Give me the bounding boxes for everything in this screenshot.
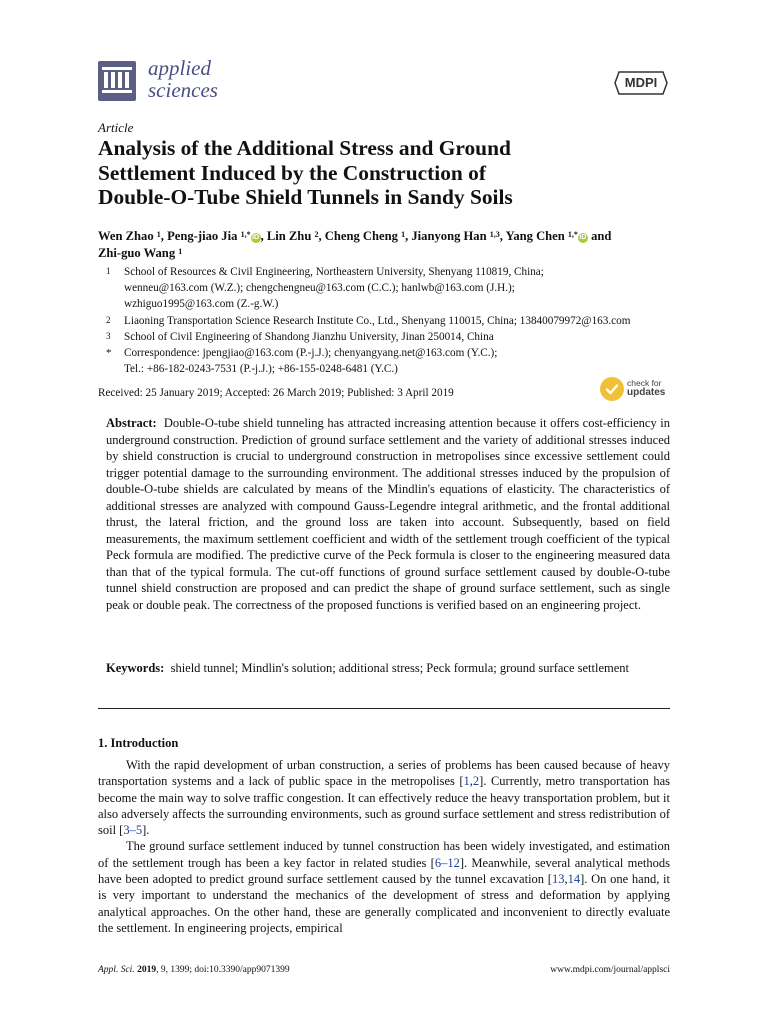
body-paragraph: The ground surface settlement induced by tunnel construction has been widely investigated, and estimation of the settlement trough has been a key factor in related studies [6–12]. Meanwhile, several analytical methods have been adopted to predict ground surface settlement caused by the tunnel excavation [13,14]. On one hand, it is very important to understand the mechanics of the development of stress and deformation by applying analytical approaches. On the other hand, these are generally complicated and inconvenient to directly evaluate the settlement. In engineering projects, empirical xyxy=(98,839,671,935)
author-affiliation-mark: 1 xyxy=(178,247,183,256)
body-paragraph: With the rapid development of urban construction, a series of problems has been caused because of heavy transportation systems and a lack of public space in the metropolises [1,2]. Currently, metro transportation has become the main way to solve traffic congestion. It can effectively reduce the heavy transportation problem, but it also adversely affects the surrounding environments, such as ground surface settlement and stress redistribution of soil [3–5]. xyxy=(98,758,670,838)
author-line-2 xyxy=(98,245,678,262)
footer-journal-abbr: Appl. Sci. xyxy=(98,965,135,975)
mdpi-logo xyxy=(613,70,669,96)
check-updates-line2: updates xyxy=(627,387,666,398)
footer-url[interactable]: www.mdpi.com/journal/applsci xyxy=(550,965,670,975)
affiliation-mark: 2 xyxy=(106,314,111,325)
keywords-text: shield tunnel; Mindlin's solution; additional stress; Peck formula; ground surface settlement xyxy=(170,661,630,675)
affiliation-line: wenneu@163.com (W.Z.); chengchengneu@163.com (C.C.); hanlwb@163.com (J.H.); xyxy=(124,282,515,295)
citation-link[interactable]: 3–5 xyxy=(123,823,143,838)
abstract xyxy=(106,415,670,613)
author-name: Cheng Cheng xyxy=(324,229,398,243)
citation-link[interactable]: 2 xyxy=(472,774,480,789)
author-affiliation-mark: 1 xyxy=(401,230,406,239)
correspondence-mark: * xyxy=(106,347,112,360)
journal-logo-icon xyxy=(98,61,136,101)
citation-link[interactable]: 13 xyxy=(551,872,565,887)
citation-link[interactable]: 1 xyxy=(463,774,470,789)
author-name: Wen Zhao xyxy=(98,229,154,243)
citation-link[interactable]: 14 xyxy=(567,872,581,887)
author-affiliation-mark: 1,3 xyxy=(489,230,500,239)
affiliation-line: School of Civil Engineering of Shandong Jianzhu University, Jinan 250014, China xyxy=(124,330,494,343)
affiliation-item xyxy=(98,264,678,313)
affiliation-line: School of Resources & Civil Engineering, Northeastern University, Shenyang 110819, China; xyxy=(124,266,544,278)
author-affiliation-mark: 1 xyxy=(156,230,161,239)
author-name: Peng-jiao Jia xyxy=(167,229,238,243)
footer-year: 2019 xyxy=(137,965,157,975)
author-name: Zhi-guo Wang xyxy=(98,246,176,260)
body-text xyxy=(98,757,670,936)
authors-and: and xyxy=(591,229,612,243)
keywords xyxy=(106,660,670,677)
author-name: Jianyong Han xyxy=(411,229,487,243)
keywords-label: Keywords: xyxy=(106,661,165,675)
section-divider xyxy=(98,708,670,709)
publisher-name: MDPI xyxy=(624,75,658,90)
paper-title xyxy=(98,136,618,210)
check-for-updates-badge[interactable] xyxy=(600,376,672,402)
affiliation-line: Correspondence: jpengjiao@163.com (P.-j.J.); chenyangyang.net@163.com (Y.C.); xyxy=(124,347,498,360)
orcid-icon[interactable]: iD xyxy=(579,234,587,241)
affiliation-line: Tel.: +86-182-0243-7531 (P.-j.J.); +86-155-0248-6481 (Y.C.) xyxy=(124,363,398,376)
author-line-1: Wen Zhao $^1$, Peng-jiao Jia $^{1,*}$ iD , Lin Zhu $^2$, Cheng Cheng $^1$, Jianyong Han $^{1,3}$, Yang Chen $^{1,*}$ iD and xyxy=(98,229,612,243)
journal-name-line1: applied xyxy=(148,56,211,80)
footer-details: , 9, 1399; doi:10.3390/app9071399 xyxy=(156,965,290,975)
affiliation-item xyxy=(98,313,678,329)
check-updates-icon xyxy=(600,377,624,401)
author-list xyxy=(98,228,678,262)
author-name: Yang Chen xyxy=(505,229,565,243)
article-type: Article xyxy=(98,120,134,135)
check-updates-line1: check for xyxy=(627,378,662,388)
author-affiliation-mark: 1,* xyxy=(567,230,578,239)
title-line: Analysis of the Additional Stress and Ground xyxy=(98,136,511,160)
title-line: Double-O-Tube Shield Tunnels in Sandy Soils xyxy=(98,185,513,209)
publication-dates: Received: 25 January 2019; Accepted: 26 March 2019; Published: 3 April 2019 xyxy=(98,387,454,399)
affiliation-line: Liaoning Transportation Science Research Institute Co., Ltd., Shenyang 110015, China; 13840079972@163.com xyxy=(124,314,631,327)
orcid-icon[interactable]: iD xyxy=(252,234,260,241)
affiliation-mark: 1 xyxy=(106,266,111,276)
footer-citation xyxy=(98,965,290,975)
section-heading: 1. Introduction xyxy=(98,736,179,750)
check-updates-text xyxy=(627,379,665,397)
correspondence-item xyxy=(98,345,678,377)
title-line: Settlement Induced by the Construction of xyxy=(98,160,486,185)
affiliation-mark: 3 xyxy=(106,330,111,341)
journal-name xyxy=(148,57,218,101)
affiliation-item xyxy=(98,329,678,345)
abstract-text: Double-O-tube shield tunneling has attracted increasing attention because it offers cost-efficiency in underground construction. Prediction of ground surface settlement and the variety of additional stresses induced by shield construction is crucial to underground construction in metropolises since excessive settlement could trigger potential damage to the surrounding environment. The additional stresses induced by the propulsion of double-O-tube shields are calculated by means of the Mindlin's equations of elasticity. The characteristics of additional stresses are analyzed with compound Gauss-Legendre integral arithmetic, and the frontal additional thrust, the lateral friction, and the ground loss are taken into account. Subsequently, based on field measurements, the maximum settlement coefficient and width of the settlement trough coefficient of the typical Peck formula are modified. The predictive curve of the Peck formula is closer to the engineering measured data than that of the typical formula. The cut-off functions of ground surface settlement caused by double-O-tube tunnel shield construction are proposed and can predict the shape of ground surface settlement, such as single peak or double peak. The correctness of the proposed functions is verified based on an engineering project. xyxy=(106,416,670,612)
author-affiliation-mark: 2 xyxy=(314,230,319,239)
citation-link[interactable]: 6–12 xyxy=(434,855,460,870)
affiliation-list xyxy=(98,264,678,377)
author-affiliation-mark: 1,* xyxy=(240,230,251,239)
abstract-label: Abstract: xyxy=(106,416,157,430)
journal-name-line2: sciences xyxy=(148,78,218,102)
author-name: Lin Zhu xyxy=(266,229,312,243)
affiliation-line: wzhiguo1995@163.com (Z.-g.W.) xyxy=(124,298,279,311)
